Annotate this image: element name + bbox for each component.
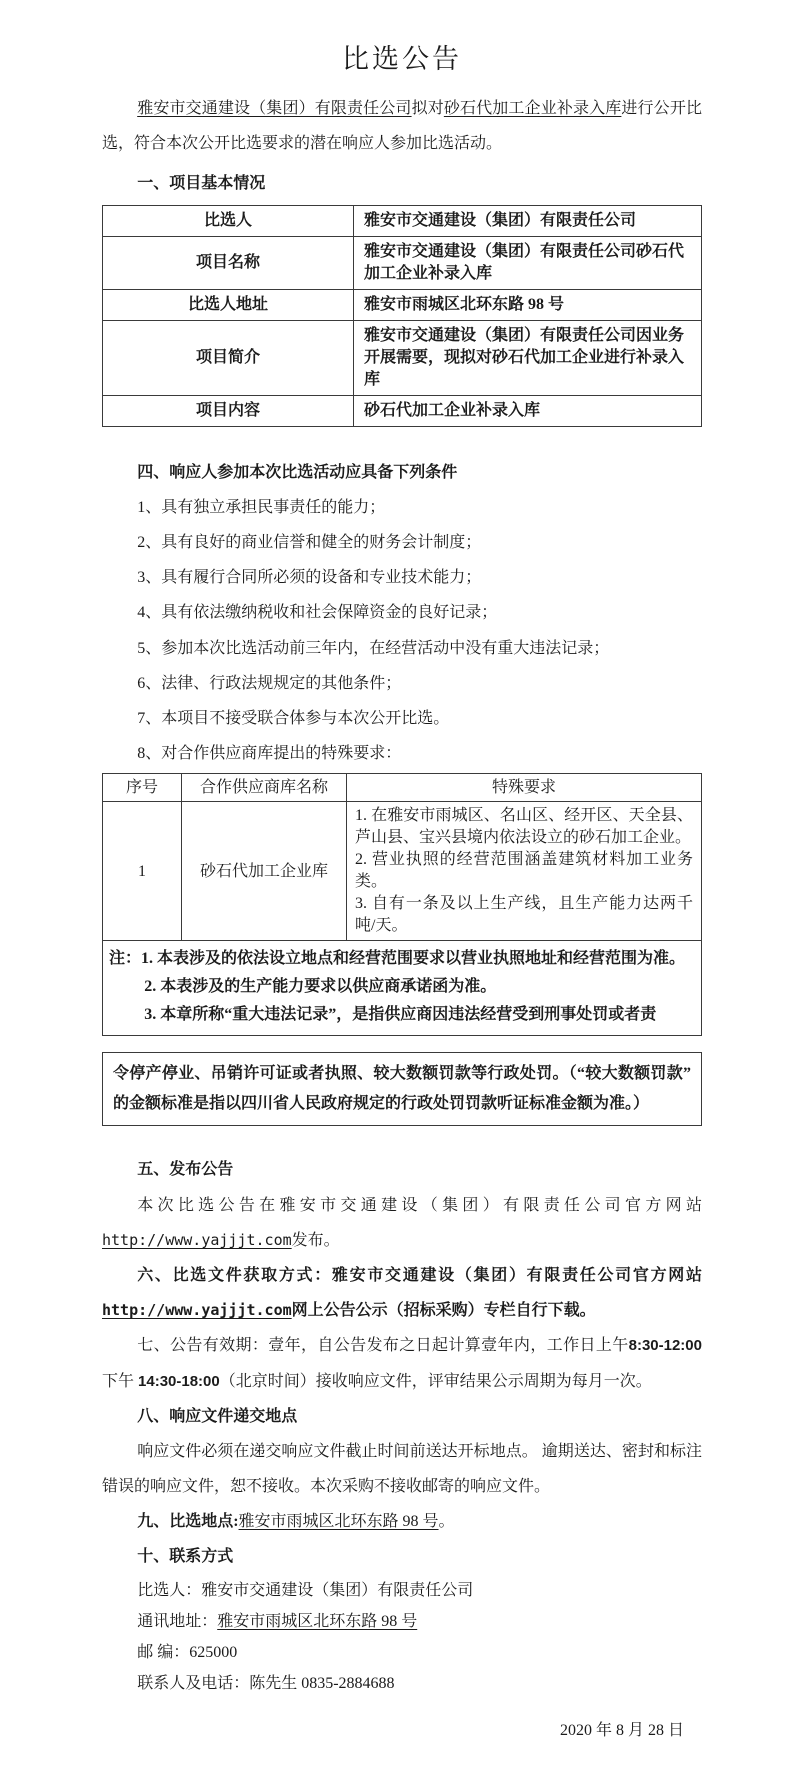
section7-tail-text: （北京时间）接收响应文件，评审结果公示周期为每月一次。 [219,1372,652,1390]
note-line: 3. 本章所称“重大违法记录”，是指供应商因违法经营受到刑事处罚或者责 [144,1006,657,1024]
section5-text-after: 发布。 [291,1231,340,1249]
row-value: 雅安市雨城区北环东路 98 号 [354,289,702,320]
table-row [103,802,702,941]
section6-text-after: 网上公告公示（招标采购）专栏自行下载。 [291,1302,596,1320]
section9-line [102,1504,702,1539]
row-value: 雅安市交通建设（集团）有限责任公司砂石代加工企业补录入库 [354,236,702,289]
contact-line [102,1637,702,1668]
requirement-line: 3. 自有一条及以上生产线，且生产能力达两千吨/天。 [355,895,693,935]
supplier-requirements-table [102,773,702,1036]
contact-label: 比选人： [137,1581,202,1599]
section8-paragraph: 响应文件必须在递交响应文件截止时间前送达开标地点。 逾期送达、密封和标注错误的响应文件，恕不接收。本次采购不接收邮寄的响应文件。 [102,1442,702,1496]
intro-project-underlined: 砂石代加工企业补录入库 [443,100,622,118]
section10-heading: 十、联系方式 [137,1548,234,1566]
note-line: 2. 本表涉及的生产能力要求以供应商承诺函为准。 [144,978,497,996]
contact-address-underlined: 雅安市雨城区北环东路 98 号 [217,1612,418,1630]
condition-item: 6、法律、行政法规规定的其他条件； [137,674,402,692]
website-link[interactable]: http://www.yajjjt.com [102,1230,292,1249]
condition-item: 3、具有履行合同所必须的设备和专业技术能力； [137,569,482,587]
row-value: 砂石代加工企业补录入库 [354,395,702,426]
contact-line [102,1668,702,1699]
document-title: 比选公告 [342,44,462,74]
row-value: 雅安市交通建设（集团）有限责任公司 [354,205,702,236]
header-name: 合作供应商库名称 [182,774,347,802]
contact-label: 邮 编： [137,1644,190,1662]
row-label: 比选人 [103,205,354,236]
header-no: 序号 [103,774,182,802]
section8-heading: 八、响应文件递交地点 [137,1407,298,1425]
row-label: 项目名称 [103,236,354,289]
condition-item: 4、具有依法缴纳税收和社会保障资金的良好记录； [137,604,498,622]
section7-paragraph [102,1328,702,1398]
condition-item: 5、参加本次比选活动前三年内，在经营活动中没有重大违法记录； [137,639,610,657]
requirement-line: 2. 营业执照的经营范围涵盖建筑材料加工业务类。 [355,851,693,891]
intro-tail-text: 进行公开比选，符合本次公开比选要求的潜在响应人参加比选活动。 [102,100,702,153]
section5-text: 本次比选公告在雅安市交通建设（集团）有限责任公司官方网站 [137,1196,702,1214]
section9-heading: 九、比选地点: [137,1513,239,1531]
row-label: 项目简介 [103,320,354,395]
note-line: 注：1. 本表涉及的依法设立地点和经营范围要求以营业执照地址和经营范围为准。 [109,950,686,968]
header-requirements: 特殊要求 [347,774,702,802]
section5-heading: 五、发布公告 [137,1161,234,1179]
row-label: 比选人地址 [103,289,354,320]
table-notes-row [103,941,702,1036]
contact-line [102,1606,702,1637]
condition-item: 7、本项目不接受联合体参与本次公开比选。 [137,710,450,728]
contact-label: 联系人及电话： [137,1675,250,1693]
row-label: 项目内容 [103,395,354,426]
condition-item: 2、具有良好的商业信誉和健全的财务会计制度； [137,534,482,552]
table-row [103,236,702,289]
section4-heading: 四、响应人参加本次比选活动应具备下列条件 [137,463,458,481]
cell-name: 砂石代加工企业库 [182,802,347,941]
table-row [103,395,702,426]
intro-paragraph [102,91,702,161]
afternoon-hours: 14:30-18:00 [138,1372,220,1390]
website-link[interactable]: http://www.yajjjt.com [102,1301,292,1320]
contact-value: 625000 [189,1644,238,1662]
contact-value: 陈先生 0835-2884688 [249,1675,395,1693]
cell-no: 1 [103,802,182,941]
table-row [103,289,702,320]
section6-paragraph [102,1258,702,1328]
notes-continuation-box: 令停产停业、吊销许可证或者执照、较大数额罚款等行政处罚。（“较大数额罚款”的金额标准是指以四川省人民政府规定的行政处罚罚款听证标准金额为准。） [102,1052,702,1126]
section7-text: 七、公告有效期：壹年，自公告发布之日起计算壹年内，工作日上午 [137,1337,629,1355]
section5-paragraph [102,1188,702,1258]
contact-label: 通讯地址： [137,1612,218,1630]
table-row [103,205,702,236]
section6-text: 六、比选文件获取方式：雅安市交通建设（集团）有限责任公司官方网站 [137,1266,702,1284]
condition-item: 1、具有独立承担民事责任的能力； [137,498,386,516]
section9-period: 。 [438,1513,455,1531]
section7-mid-text: 下午 [102,1372,139,1390]
document-date: 2020 年 8 月 28 日 [559,1722,684,1740]
requirement-line: 1. 在雅安市雨城区、名山区、经开区、天全县、芦山县、宝兴县境内依法设立的砂石加工企业。 [355,807,693,847]
table-header-row [103,774,702,802]
condition-item: 8、对合作供应商库提出的特殊要求： [137,745,402,763]
table-notes-cell [103,941,702,1036]
contact-value: 雅安市交通建设（集团）有限责任公司 [201,1581,474,1599]
selection-address-underlined: 雅安市雨城区北环东路 98 号 [238,1513,439,1531]
intro-mid-text: 拟对 [411,100,444,118]
row-value: 雅安市交通建设（集团）有限责任公司因业务开展需要，现拟对砂石代加工企业进行补录入库 [354,320,702,395]
contact-line [102,1575,702,1606]
morning-hours: 8:30-12:00 [628,1337,702,1355]
intro-company-underlined: 雅安市交通建设（集团）有限责任公司 [137,100,412,118]
table-row [103,320,702,395]
section1-heading: 一、项目基本情况 [137,174,266,192]
project-info-table [102,205,702,427]
cell-requirements [347,802,702,941]
